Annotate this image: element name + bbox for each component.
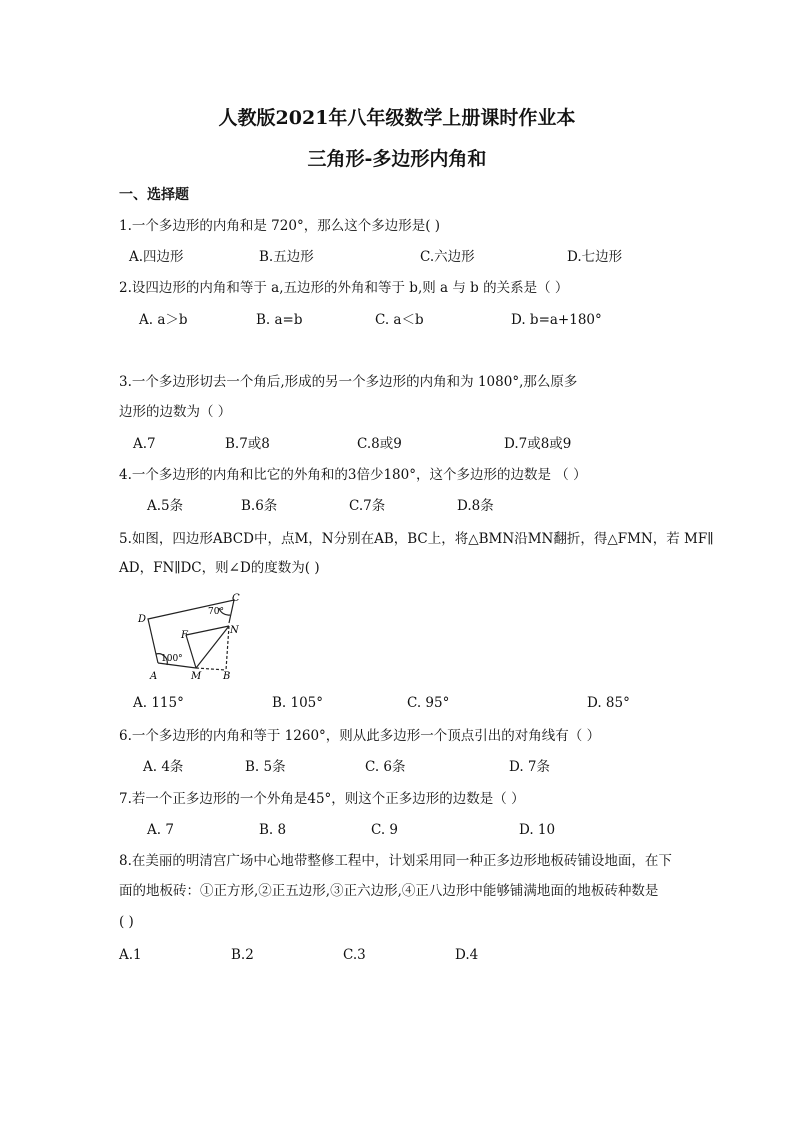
question-8-stem-line3: ( ) — [119, 914, 134, 930]
question-6-stem: 6.一个多边形的内角和等于 1260°，则从此多边形一个顶点引出的对角线有（ ） — [119, 728, 601, 744]
question-7-option-b: B. 8 — [259, 822, 287, 838]
label-n: N — [230, 625, 239, 636]
question-7-option-c: C. 9 — [371, 822, 399, 838]
question-1-option-c: C.六边形 — [420, 249, 475, 265]
question-5-stem-line2: AD，FN∥DC，则∠D的度数为( ) — [119, 560, 320, 576]
label-m: M — [191, 671, 202, 682]
question-3-stem-line2: 边形的边数为（ ） — [119, 404, 232, 420]
question-7-stem: 7.若一个正多边形的一个外角是45°，则这个正多边形的边数是（ ） — [119, 791, 525, 807]
question-3-option-c: C.8或9 — [357, 436, 402, 452]
question-1-option-d: D.七边形 — [567, 249, 623, 265]
label-angle-c: 70° — [208, 607, 224, 617]
question-5-option-c: C. 95° — [407, 695, 450, 711]
question-5-option-b: B. 105° — [272, 695, 324, 711]
question-4-option-d: D.8条 — [457, 498, 494, 514]
question-3-stem-line1: 3.一个多边形切去一个角后,形成的另一个多边形的内角和为 1080°,那么原多 — [119, 374, 578, 390]
question-8-option-c: C.3 — [343, 947, 366, 963]
label-angle-a: 100° — [161, 654, 183, 664]
question-3-option-a: A.7 — [133, 436, 156, 452]
question-8-option-a: A.1 — [119, 947, 142, 963]
question-7-option-d: D. 10 — [519, 822, 556, 838]
label-d: D — [138, 614, 147, 625]
question-2-option-c: C. a＜b — [375, 312, 424, 328]
section-heading: 一、选择题 — [119, 187, 189, 203]
page-title: 人教版2021年八年级数学上册课时作业本 — [218, 107, 576, 129]
question-2-option-d: D. b=a+180° — [511, 312, 602, 328]
question-7-option-a: A. 7 — [147, 822, 174, 838]
question-6-option-c: C. 6条 — [365, 759, 406, 775]
label-b: B — [223, 671, 231, 682]
question-5-stem-line1: 5.如图，四边形ABCD中，点M，N分别在AB，BC上，将△BMN沿MN翻折，得△FMN，若 MF∥ — [119, 531, 714, 547]
question-8-stem-line1: 8.在美丽的明清宫广场中心地带整修工程中，计划采用同一种正多边形地板砖铺设地面，在下 — [119, 853, 672, 869]
question-8-stem-line2: 面的地板砖：①正方形,②正五边形,③正六边形,④正八边形中能够铺满地面的地板砖种数是 — [119, 883, 659, 899]
page-subtitle: 三角形-多边形内角和 — [307, 148, 487, 170]
question-1-stem: 1.一个多边形的内角和是 720°，那么这个多边形是( ) — [119, 218, 441, 234]
question-3-option-d: D.7或8或9 — [504, 436, 572, 452]
question-6-option-a: A. 4条 — [143, 759, 184, 775]
label-f: F — [181, 630, 188, 641]
question-4-option-a: A.5条 — [147, 498, 184, 514]
question-5-option-a: A. 115° — [133, 695, 184, 711]
question-2-option-a: A. a＞b — [139, 312, 188, 328]
label-c: C — [232, 593, 240, 604]
question-4-stem: 4.一个多边形的内角和比它的外角和的3倍少180°，这个多边形的边数是 （ ） — [119, 467, 587, 483]
question-1-option-a: A.四边形 — [129, 249, 184, 265]
question-8-option-b: B.2 — [231, 947, 254, 963]
question-6-option-d: D. 7条 — [509, 759, 551, 775]
question-6-option-b: B. 5条 — [245, 759, 286, 775]
question-8-option-d: D.4 — [455, 947, 479, 963]
question-1-option-b: B.五边形 — [259, 249, 314, 265]
question-5-option-d: D. 85° — [587, 695, 630, 711]
question-3-option-b: B.7或8 — [225, 436, 270, 452]
question-4-option-b: B.6条 — [241, 498, 278, 514]
question-4-option-c: C.7条 — [349, 498, 386, 514]
quadrilateral-figure — [130, 588, 260, 684]
question-2-stem: 2.设四边形的内角和等于 a,五边形的外角和等于 b,则 a 与 b 的关系是（ ） — [119, 280, 569, 296]
question-2-option-b: B. a=b — [256, 312, 303, 328]
label-a: A — [150, 671, 158, 682]
